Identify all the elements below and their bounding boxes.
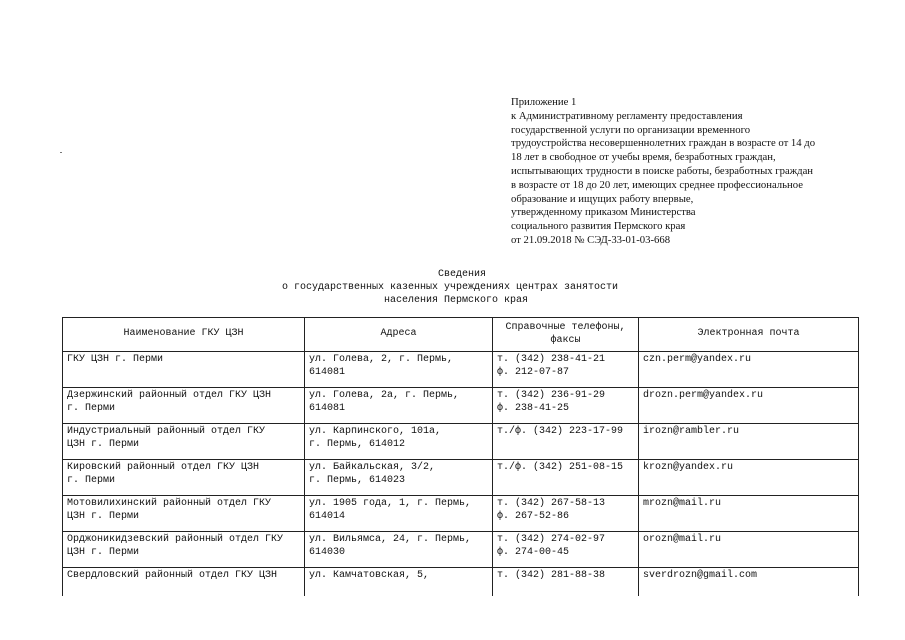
cell-email: irozn@rambler.ru [639, 424, 859, 460]
cell-line: Орджоникидзевский районный отдел ГКУ [67, 534, 284, 545]
cell-address [305, 568, 493, 597]
cell-address [305, 388, 493, 424]
appendix-line: утвержденному приказом Министерства [511, 206, 696, 219]
cell-line: 614030 [309, 546, 346, 558]
cell-email: krozn@yandex.ru [639, 460, 859, 496]
cell-line: ул. 1905 года, 1, г. Пермь, [309, 498, 472, 509]
cell-email: mrozn@mail.ru [639, 496, 859, 532]
cell-line: ф. 274-00-45 [497, 546, 570, 558]
appendix-line: 18 лет в свободное от учебы время, безработных граждан, [511, 151, 776, 164]
table-row [63, 388, 859, 424]
appendix-line: испытывающих трудности в поиске работы, безработных граждан [511, 164, 814, 177]
cell-line: ф. 238-41-25 [497, 402, 570, 414]
appendix-line: социального развития Пермского края [511, 220, 686, 233]
cell-email: czn.perm@yandex.ru [639, 352, 859, 388]
appendix-line: образование и ищущих работу впервые, [511, 192, 694, 205]
header-address: Адреса [305, 318, 493, 352]
cell-line: т. (342) 238-41-21 [497, 354, 606, 365]
cell-line: т. (342) 267-58-13 [497, 498, 606, 509]
cell-line: т./ф. (342) 223-17-99 [497, 426, 624, 437]
cell-phones [493, 568, 639, 597]
appendix-line: трудоустройства несовершеннолетних граждан в возрасте от 14 до [511, 137, 816, 150]
cell-line: ЦЗН г. Перми [67, 438, 140, 450]
cell-line: ЦЗН г. Перми [67, 510, 140, 522]
cell-line: ул. Байкальская, 3/2, [309, 462, 436, 473]
table-row [63, 352, 859, 388]
cell-line: Индустриальный районный отдел ГКУ [67, 426, 266, 437]
header-email: Электронная почта [639, 318, 859, 352]
cell-line: 614081 [309, 402, 346, 414]
cell-line: 614081 [309, 366, 346, 378]
cell-name [63, 388, 305, 424]
cell-line: т./ф. (342) 251-08-15 [497, 462, 624, 473]
cell-line: ЦЗН г. Перми [67, 546, 140, 558]
cell-line: Свердловский районный отдел ГКУ ЦЗН [67, 570, 278, 581]
cell-line: т. (342) 281-88-38 [497, 570, 606, 581]
cell-line: г. Перми [67, 402, 116, 414]
cell-name [63, 568, 305, 597]
appendix-line: Приложение 1 [511, 96, 577, 108]
cell-line: Мотовилихинский районный отдел ГКУ [67, 498, 272, 509]
scan-speck [60, 152, 62, 153]
cell-line: т. (342) 236-91-29 [497, 390, 606, 401]
appendix-note [511, 96, 871, 248]
cell-line: ул. Голева, 2а, г. Пермь, [309, 390, 460, 401]
appendix-line: от 21.09.2018 № СЭД-33-01-03-668 [511, 233, 671, 246]
cell-address [305, 352, 493, 388]
appendix-line: государственной услуги по организации временного [511, 123, 751, 136]
cell-phones [493, 496, 639, 532]
cell-line: г. Пермь, 614012 [309, 438, 406, 450]
cell-name [63, 532, 305, 568]
cell-address [305, 460, 493, 496]
cell-name [63, 496, 305, 532]
cell-email: drozn.perm@yandex.ru [639, 388, 859, 424]
cell-address [305, 496, 493, 532]
cell-line: г. Пермь, 614023 [309, 474, 406, 486]
cell-address [305, 532, 493, 568]
cell-phones [493, 352, 639, 388]
cell-line: ф. 267-52-86 [497, 510, 570, 522]
cell-email: sverdrozn@gmail.com [639, 568, 859, 597]
cell-phones [493, 388, 639, 424]
cell-phones [493, 424, 639, 460]
header-name: Наименование ГКУ ЦЗН [63, 318, 305, 352]
cell-line: ул. Камчатовская, 5, [309, 570, 430, 581]
cell-line: ул. Голева, 2, г. Пермь, [309, 354, 454, 365]
header-phones [493, 318, 639, 352]
header-phones-line: факсы [550, 334, 581, 346]
cell-address [305, 424, 493, 460]
heading-title: Сведения [438, 269, 487, 280]
table-row [63, 568, 859, 597]
cell-line: 614014 [309, 510, 346, 522]
cell-line: т. (342) 274-02-97 [497, 534, 606, 545]
cell-line: ул. Вильямса, 24, г. Пермь, [309, 534, 472, 545]
table-row [63, 532, 859, 568]
cell-phones [493, 532, 639, 568]
cell-line: г. Перми [67, 474, 116, 486]
employment-centers-table [62, 317, 859, 596]
cell-phones [493, 460, 639, 496]
cell-line: Кировский районный отдел ГКУ ЦЗН [67, 462, 260, 473]
cell-name [63, 460, 305, 496]
cell-line: ф. 212-07-87 [497, 366, 570, 378]
table-row [63, 460, 859, 496]
cell-email: orozn@mail.ru [639, 532, 859, 568]
table-row [63, 424, 859, 460]
appendix-line: к Административному регламенту предоставления [511, 109, 743, 122]
cell-line: ГКУ ЦЗН г. Перми [67, 354, 164, 365]
cell-name [63, 424, 305, 460]
cell-line: Дзержинский районный отдел ГКУ ЦЗН [67, 390, 272, 401]
header-phones-line: Справочные телефоны, [505, 322, 626, 333]
cell-line: ул. Карпинского, 101а, [309, 426, 442, 437]
appendix-line: в возрасте от 18 до 20 лет, имеющих среднее профессиональное [511, 178, 803, 191]
table-row [63, 496, 859, 532]
table-header-row [63, 318, 859, 352]
heading-subtitle: о государственных казенных учреждениях центрах занятости [282, 282, 619, 293]
cell-name [63, 352, 305, 388]
heading-subtitle-region: населения Пермского края [384, 295, 529, 306]
